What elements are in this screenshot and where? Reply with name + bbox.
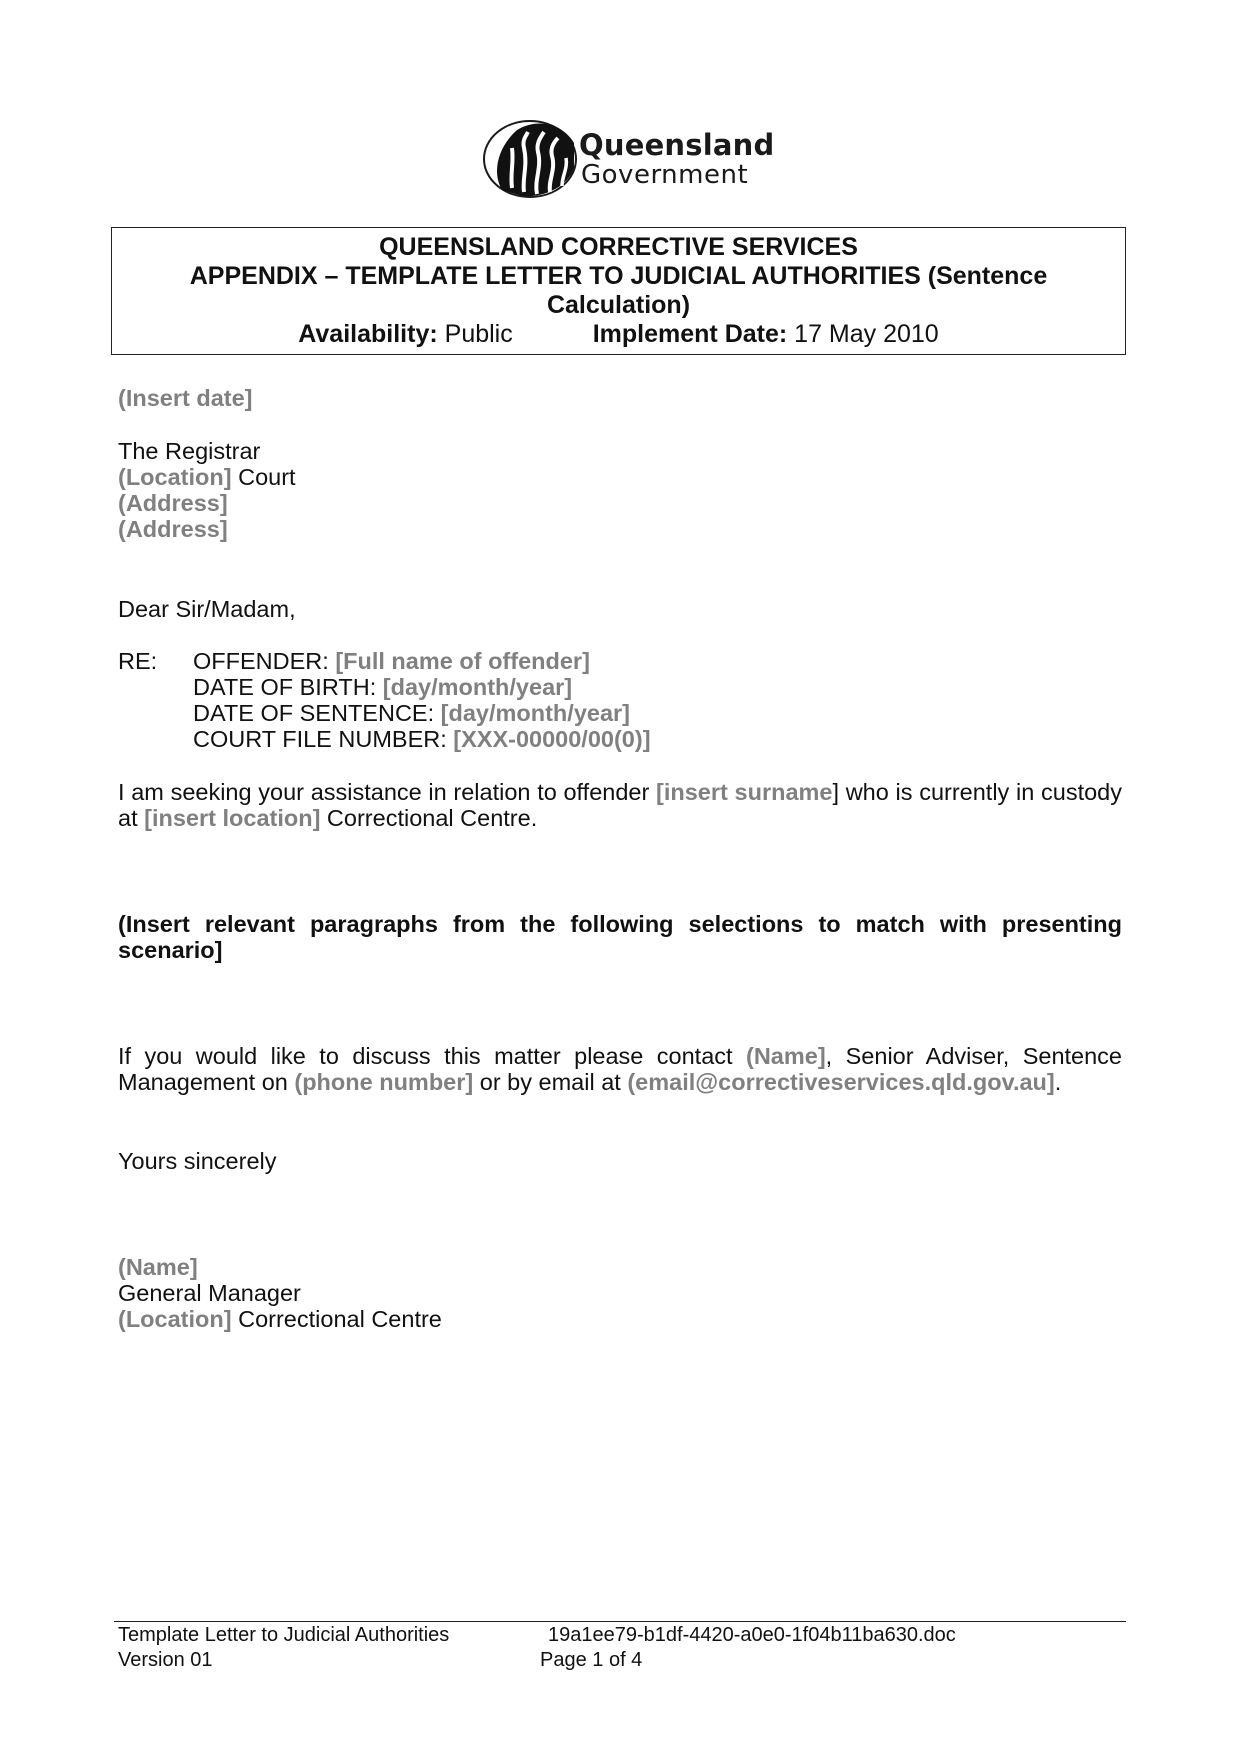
implement-date-label: Implement Date: [592, 320, 788, 348]
re-dos-value: [day/month/year] [440, 700, 630, 726]
document-header-box [111, 227, 1126, 355]
para3-name-placeholder: (Name] [746, 1043, 826, 1069]
re-dob-line [193, 674, 572, 700]
availability-label: Availability: [298, 320, 438, 348]
signature-title: General Manager [118, 1280, 301, 1306]
para1-text-3: Correctional Centre. [320, 805, 538, 831]
re-file-line [193, 726, 651, 752]
signature-location-placeholder: (Location] [118, 1306, 232, 1332]
re-file-label: COURT FILE NUMBER: [193, 726, 454, 752]
logo-text-government: Government [581, 160, 749, 190]
footer-divider [114, 1621, 1126, 1622]
queensland-emblem-icon [482, 118, 578, 200]
re-file-value: [XXX-00000/00(0)] [453, 726, 651, 752]
footer-doc-title: Template Letter to Judicial Authorities [118, 1624, 450, 1646]
para3-text-4: . [1054, 1069, 1062, 1095]
para3-email-placeholder: (email@correctiveservices.qld.gov.au] [627, 1069, 1055, 1095]
para3-text-3: or by email at [473, 1069, 628, 1095]
re-offender-label: OFFENDER: [193, 648, 336, 674]
footer-version: Version 01 [118, 1649, 213, 1671]
para1-location-placeholder: [insert location] [144, 805, 321, 831]
recipient-address1: (Address] [118, 490, 228, 516]
recipient-line1: The Registrar [118, 438, 261, 464]
header-subtitle-line1: APPENDIX – TEMPLATE LETTER TO JUDICIAL AUTHORITIES (Sentence [189, 262, 1048, 290]
re-dos-line [193, 700, 630, 726]
recipient-location-placeholder: (Location] [118, 464, 232, 490]
header-subtitle-line2: Calculation) [546, 291, 691, 319]
footer-filename: 19a1ee79-b1df-4420-a0e0-1f04b11ba630.doc [548, 1624, 956, 1646]
re-dob-value: [day/month/year] [382, 674, 573, 700]
closing: Yours sincerely [118, 1148, 277, 1174]
para1-surname-placeholder: [insert surname [656, 779, 833, 805]
salutation: Dear Sir/Madam, [118, 596, 296, 622]
re-dos-label: DATE OF SENTENCE: [193, 700, 441, 726]
footer-page-number: Page 1 of 4 [540, 1649, 643, 1671]
para1-text-2: ] who is currently in custody at [118, 779, 1122, 831]
paragraph-assistance [118, 779, 1122, 831]
availability-value: Public [444, 320, 513, 348]
queensland-government-logo [482, 118, 775, 200]
para3-text-1: If you would like to discuss this matter please contact [118, 1043, 746, 1069]
para3-phone-placeholder: (phone number] [294, 1069, 474, 1095]
logo-text-queensland: Queensland [579, 128, 775, 162]
recipient-location-line [118, 464, 296, 490]
recipient-location-suffix: Court [231, 464, 296, 490]
re-offender-line [193, 648, 590, 674]
para1-text-1: I am seeking your assistance in relation to offender [118, 779, 656, 805]
signature-location-line [118, 1306, 442, 1332]
recipient-address2: (Address] [118, 516, 228, 542]
re-dob-label: DATE OF BIRTH: [193, 674, 383, 700]
para3-text-2: , Senior Adviser, Sentence Management on [118, 1043, 1122, 1095]
header-availability-row [112, 320, 1125, 349]
paragraph-contact [118, 1043, 1122, 1095]
implement-date-value: 17 May 2010 [794, 320, 939, 348]
date-placeholder: (Insert date] [118, 385, 253, 411]
signature-location-suffix: Correctional Centre [231, 1306, 442, 1332]
signature-name-placeholder: (Name] [118, 1254, 198, 1280]
re-offender-value: [Full name of offender] [335, 648, 590, 674]
paragraph-insert-relevant: (Insert relevant paragraphs from the following selections to match with presenting scenario] [118, 911, 1122, 963]
re-label: RE: [118, 648, 158, 674]
header-title: QUEENSLAND CORRECTIVE SERVICES [379, 233, 858, 261]
